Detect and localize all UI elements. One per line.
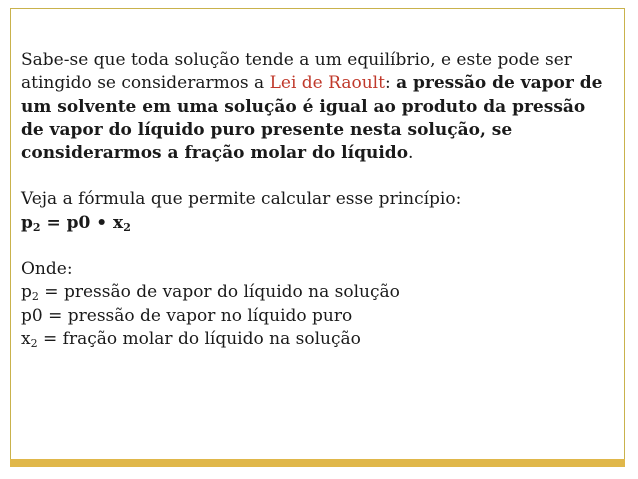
definition-subscript: 2 [30,336,38,350]
definition-symbol: x [21,328,31,349]
definition-symbol: p [21,282,32,303]
spacer [21,165,611,188]
definition-symbol: p0 [21,305,43,326]
formula-middle: = p0 • x [40,212,124,233]
formula-p: p [21,212,33,233]
definition-text: = pressão de vapor do líquido na solução [38,282,400,303]
spacer [21,235,611,258]
formula-intro: Veja a fórmula que permite calcular esse princípio: [21,189,462,210]
definition-item [21,281,611,304]
definition-subscript: 2 [31,290,39,304]
definitions-heading: Onde: [21,259,73,280]
definition-text: = pressão de vapor no líquido puro [42,305,353,326]
definition-text: = fração molar do líquido na solução [37,328,361,349]
intro-text: Sabe-se que toda solução tende a um equilíbrio, e este pode ser atingido se considerarmos a [21,50,572,94]
slide-content [21,49,611,351]
colon: : [384,73,397,94]
bottom-accent-bar [10,459,625,467]
definition-item [21,305,611,328]
raoult-paragraph [21,49,611,165]
law-name: Lei de Raoult [269,73,385,94]
law-statement: a pressão de vapor de um solvente em uma solução é igual ao produto da pressão de vapor do líquido puro presente nesta solução, se considerarmos a fração molar do líquido [21,73,603,164]
definition-item [21,328,611,351]
formula-x-subscript: 2 [123,220,131,234]
formula-p-subscript: 2 [32,220,41,234]
formula [21,212,611,235]
period: . [408,143,414,164]
